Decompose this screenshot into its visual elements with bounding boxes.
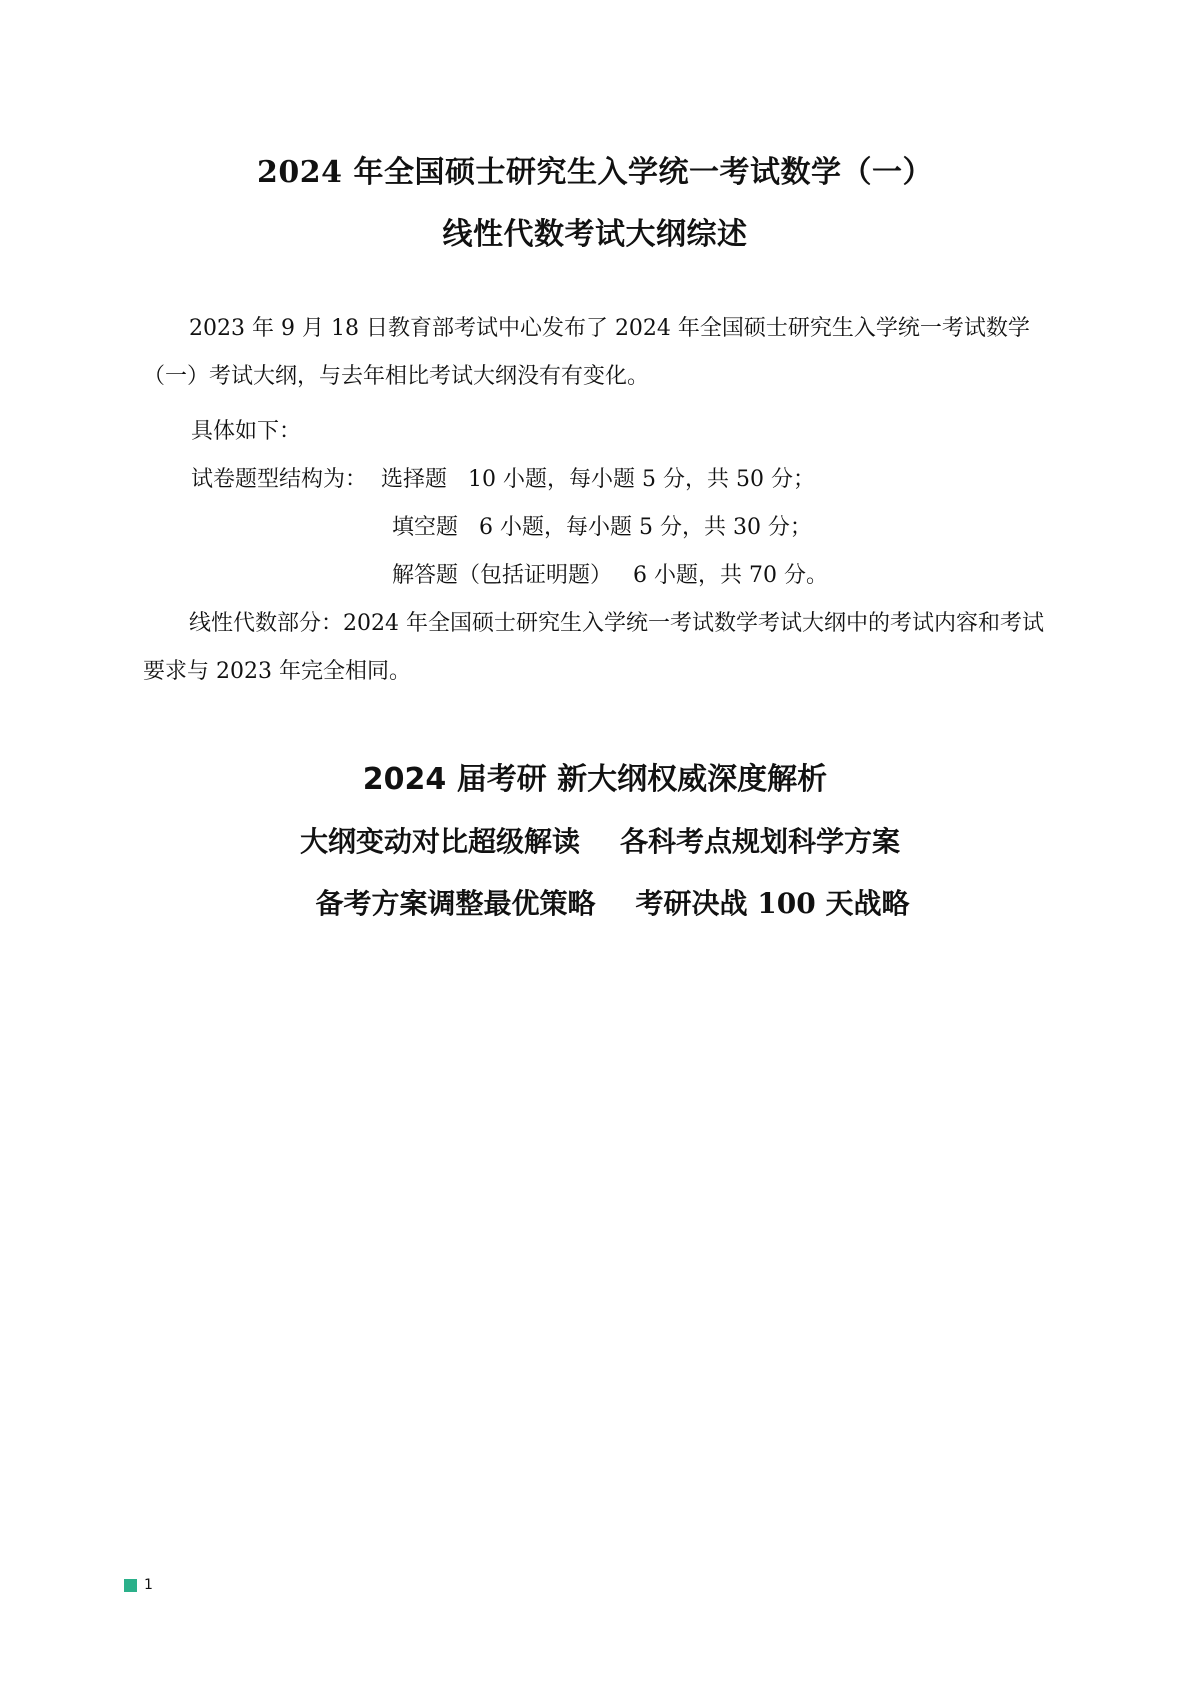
promo-item: 考研决战 100 天战略 xyxy=(635,887,910,920)
promo-line-2 xyxy=(0,884,1190,924)
page-marker-icon xyxy=(124,1579,137,1592)
intro-paragraph: 2023 年 9 月 18 日教育部考试中心发布了 2024 年全国硕士研究生入学统一考试数学（一）考试大纲，与去年相比考试大纲没有有变化。 xyxy=(143,316,1030,389)
structure-row-answer xyxy=(392,552,828,600)
promo-title: 2024 届考研 新大纲权威深度解析 xyxy=(362,762,828,797)
structure-item: 选择题 10 小题，每小题 5 分，共 50 分； xyxy=(381,467,815,492)
document-subtitle: 线性代数考试大纲综述 xyxy=(442,217,748,252)
structure-item: 填空题 6 小题，每小题 5 分，共 30 分； xyxy=(392,515,812,540)
promo-item: 各科考点规划科学方案 xyxy=(620,825,901,858)
page-number: 1 xyxy=(144,1577,153,1593)
detail-label: 具体如下： xyxy=(191,419,302,444)
promo-item: 大纲变动对比超级解读 xyxy=(299,825,580,858)
document-title: 2024 年全国硕士研究生入学统一考试数学（一） xyxy=(257,155,933,190)
promo-line-1 xyxy=(0,822,1190,862)
structure-label: 试卷题型结构为： xyxy=(191,467,368,492)
linear-algebra-paragraph: 线性代数部分：2024 年全国硕士研究生入学统一考试数学考试大纲中的考试内容和考试要求与 2023 年完全相同。 xyxy=(143,611,1044,684)
promo-item: 备考方案调整最优策略 xyxy=(315,887,596,920)
structure-row-multiple-choice xyxy=(191,456,815,504)
page-footer xyxy=(124,1575,153,1595)
structure-row-fill-blank xyxy=(392,504,812,552)
structure-item: 解答题（包括证明题） 6 小题，共 70 分。 xyxy=(392,563,828,588)
